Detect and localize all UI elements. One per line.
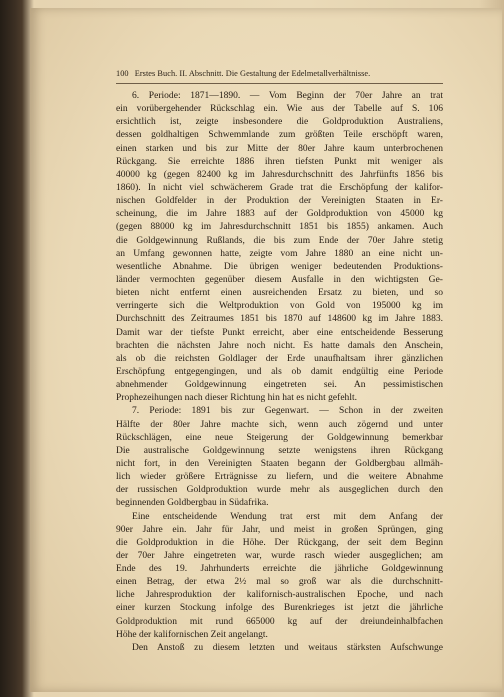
text-line: 7. Periode: 1891 bis zur Gegenwart. — Schon in der zweiten — [132, 406, 443, 417]
text-line: länder vermochten gegenüber diesem Ausfalle in den wichtigsten Ge- — [116, 274, 443, 285]
text-line: (gegen 88000 kg im Jahresdurchschnitt 1851 bis 1855) ankamen. Auch — [116, 222, 443, 233]
text-line: ein vorübergehender Rückschlag ein. Wie aus der Tabelle auf S. 106 — [116, 104, 443, 115]
text-line: nicht fort, in den Vereinigten Staaten begann der Goldbergbau allmäh- — [116, 458, 443, 469]
text-line: Ende des 19. Jahrhunderts erreichte die jährliche Goldgewinnung — [116, 564, 443, 575]
text-line: bieten nicht entfernt einen ausreichenden Ersatz zu bieten, und so — [116, 288, 443, 299]
text-line: Durchschnitt des Zeitraumes 1851 bis 1870 auf 148600 kg im Jahre 1883. — [116, 314, 443, 325]
text-line: Eine entscheidende Wendung trat erst mit dem Anfang der — [132, 511, 443, 522]
text-line: Höhe der kalifornischen Zeit angelangt. — [116, 629, 268, 640]
running-header — [116, 69, 442, 78]
text-line: einen starken und bis zur Mitte der 80er Jahre kaum unterbrochenen — [116, 143, 443, 154]
text-line: scheinung, die im Jahre 1883 auf der Goldproduktion von 45000 kg — [116, 209, 443, 220]
text-line: brachten die nächsten Jahre noch nicht. Es hatte damals den Anschein, — [116, 340, 443, 351]
text-line: nischen Goldfelder in der Produktion der Vereinigten Staaten in Er- — [116, 196, 443, 207]
text-line: ersichtlich ist, zeigte insbesondere die Goldproduktion Australiens, — [116, 117, 443, 128]
text-line: Die australische Goldgewinnung setzte wenigstens ihren Rückgang — [116, 445, 443, 456]
text-line: einer kurzen Stockung infolge des Burenkrieges ist jetzt die jährliche — [116, 603, 443, 614]
text-line: Hälfte der 80er Jahre machte sich, wenn auch zögernd und unter — [116, 419, 443, 430]
running-title: Erstes Buch. II. Abschnitt. Die Gestaltung der Edelmetallverhältnisse. — [134, 69, 371, 78]
text-line: 40000 kg (gegen 82400 kg im Jahresdurchschnitt des Jahrfünfts 1856 bis — [116, 169, 443, 180]
body-text — [116, 90, 443, 655]
text-line: beginnenden Goldbergbau in Südafrika. — [116, 498, 269, 509]
text-line: Prophezeihungen nach dieser Richtung hin hat es nicht gefehlt. — [116, 393, 358, 404]
text-line: an Umfang gewonnen hatte, zeigte vom Jahre 1880 an eine nicht un- — [116, 248, 443, 259]
text-line: der russischen Goldproduktion wurde mehr als ausgeglichen durch den — [116, 485, 443, 496]
text-line: einen Betrag, der etwa 2½ mal so groß war als die durchschnitt- — [116, 577, 443, 588]
text-line: lich wieder größere Erträgnisse zu liefern, und die weitere Abnahme — [116, 472, 443, 483]
text-line: Den Anstoß zu diesem letzten und weitaus stärksten Aufschwunge — [132, 642, 443, 653]
text-line: die Goldproduktion in die Höhe. Der Rückgang, der seit dem Beginn — [116, 537, 443, 548]
text-line: liche Jahresproduktion der kalifornisch-australischen Epoche, und nach — [116, 590, 443, 601]
text-line: der 70er Jahre eingetreten war, wurde rasch wieder ausgeglichen; am — [116, 550, 443, 561]
text-line: die Goldgewinnung Rußlands, die bis zum Ende der 70er Jahre stetig — [116, 235, 443, 246]
text-line: Rückschlägen, eine neue Steigerung der Goldgewinnung bemerkbar — [116, 432, 443, 443]
text-line: 90er Jahre ein. Jahr für Jahr, und meist in großen Sprüngen, ging — [116, 524, 443, 535]
text-line: Goldproduktion mit rund 665000 kg auf der dreiundeinhalbfachen — [116, 616, 443, 627]
page-number: 100 — [116, 69, 129, 78]
text-line: wesentliche Abnahme. Die übrigen weniger bedeutenden Produktions- — [116, 261, 443, 272]
text-line: Rückgang. Sie erreichte 1886 ihren tiefsten Punkt mit weniger als — [116, 156, 443, 167]
text-line: 6. Periode: 1871—1890. — Vom Beginn der 70er Jahre an trat — [132, 91, 443, 101]
text-line: dessen goldhaltigen Schwemmlande zum größten Teile erschöpft waren, — [116, 130, 443, 141]
header-rule — [116, 83, 443, 84]
text-line: als ob die reichsten Goldlager der Erde unaufhaltsam ihrer gänzlichen — [116, 353, 443, 364]
text-line: abnehmender Goldgewinnung eingetreten sei. An pessimistischen — [116, 380, 443, 391]
text-line: 1860). In nicht viel schwächerem Grade trat die Erschöpfung der kalifor- — [116, 182, 443, 193]
text-line: Erschöpfung entgegengingen, und als ob damit endgültig eine Periode — [116, 366, 443, 377]
text-line: Damit war der tiefste Punkt erreicht, aber eine entscheidende Besserung — [116, 327, 443, 338]
text-line: verringerte sich die Weltproduktion von Gold von 195000 kg im — [116, 301, 443, 312]
